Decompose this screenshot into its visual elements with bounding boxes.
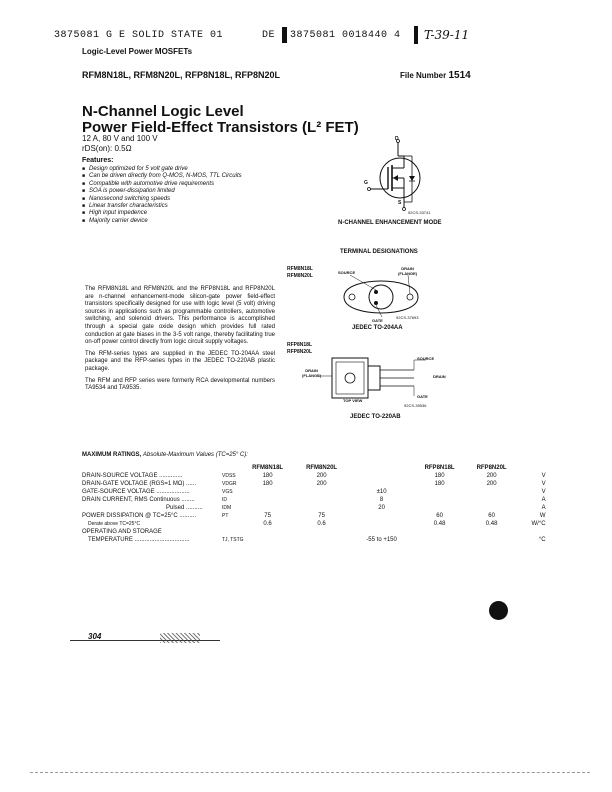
list-item: ■ High input impedence (82, 210, 242, 217)
ratings-cell (412, 528, 468, 536)
to204-drain-text: DRAIN (401, 266, 414, 271)
to220-drain-label: DRAIN (433, 374, 446, 379)
ratings-cell: 75 (318, 513, 325, 519)
table-row (82, 504, 546, 512)
ratings-cell (468, 504, 516, 512)
ratings-cell (292, 504, 352, 512)
to204-part-1: RFM8N18L (287, 266, 313, 272)
ratings-row-label: DRAIN-GATE VOLTAGE (RGS=1 MΩ) ...... (82, 481, 196, 487)
punch-hole-mark (489, 601, 508, 620)
ratings-cell (244, 496, 292, 504)
ratings-row-symbol: VDGR (222, 481, 237, 487)
ratings-cell: 200 (486, 473, 497, 479)
page-number: 304 (88, 632, 102, 641)
ratings-cell (292, 536, 352, 544)
ratings-row-symbol: PT (222, 513, 229, 519)
table-row (82, 496, 546, 504)
ratings-cell-shared (352, 528, 412, 536)
scan-code-left: 3875081 G E SOLID STATE 01 (54, 30, 224, 41)
table-row (82, 536, 546, 544)
ratings-cell-shared (352, 472, 412, 480)
to220-flange-text: (FLANGE) (302, 373, 322, 378)
mosfet-symbol-diagram (360, 134, 450, 216)
scan-bottom-rule (30, 772, 590, 773)
ratings-cell-shared: 8 (379, 497, 384, 503)
ratings-unit (516, 528, 546, 536)
to204-caption: JEDEC TO-204AA (352, 325, 403, 331)
ratings-header-row (82, 464, 546, 472)
ratings-cell-shared: -55 to +150 (366, 537, 397, 543)
list-item: ■ SOA is power-dissipation limited (82, 188, 242, 195)
ratings-row-label: POWER DISSIPATION @ TC=25°C .......... (82, 513, 197, 519)
ratings-cell-shared (352, 520, 412, 528)
ratings-unit: W (539, 513, 546, 519)
list-item: ■ Design optimized for 5 volt gate drive (82, 166, 242, 173)
symbol-caption: N-CHANNEL ENHANCEMENT MODE (338, 220, 442, 226)
ratings-unit: V (541, 489, 546, 495)
column-header: RFM8N20L (306, 465, 338, 471)
ratings-cell (412, 536, 468, 544)
table-row (82, 472, 546, 480)
to204-code: 92CS-37693 (396, 315, 419, 320)
ratings-row-label: TEMPERATURE ................................. (88, 537, 190, 543)
ratings-row-symbol (222, 520, 244, 528)
ratings-table (82, 464, 546, 544)
table-row (82, 528, 546, 536)
features-heading: Features: (82, 157, 114, 164)
ratings-title-condition: Absolute-Maximum Values (TC=25° C): (142, 452, 248, 458)
ratings-unit: A (541, 497, 546, 503)
ratings-cell: 200 (316, 473, 327, 479)
list-item: ■ Can be driven directly from Q-MOS, N-MOS, TTL Circuits (82, 173, 242, 180)
ratings-row-label: OPERATING AND STORAGE (82, 529, 162, 535)
pin-s-label: S (398, 200, 402, 206)
scan-bar-mark (282, 27, 287, 43)
ratings-cell-shared (352, 480, 412, 488)
ratings-cell: 180 (262, 473, 273, 479)
ratings-row-label: Pulsed .......... (166, 505, 203, 511)
ratings-cell: 0.6 (317, 521, 326, 527)
spec-summary (82, 134, 158, 154)
ratings-cell (244, 504, 292, 512)
ratings-cell (468, 536, 516, 544)
ratings-cell-shared (352, 512, 412, 520)
column-header: RFP8N18L (424, 465, 455, 471)
to220-part-2: RFP8N20L (287, 349, 313, 355)
ratings-title-main: MAXIMUM RATINGS, (82, 452, 142, 458)
ratings-row-label: Derate above TC=25°C (88, 521, 141, 527)
ratings-row-label: DRAIN CURRENT, RMS Continuous ........ (82, 497, 195, 503)
page-title (82, 104, 359, 136)
ratings-cell: 75 (264, 513, 271, 519)
ratings-row-symbol: VDSS (222, 473, 236, 479)
list-item: ■ Nanosecond switching speeds (82, 196, 242, 203)
ratings-cell (244, 488, 292, 496)
ratings-row-symbol: VGS (222, 489, 233, 495)
ratings-cell: 0.48 (485, 521, 498, 527)
ratings-cell: 60 (488, 513, 495, 519)
scan-code-right: 3875081 0018440 4 (290, 30, 401, 41)
to220-drain-flange-text: DRAIN (305, 368, 318, 373)
part-numbers: RFM8N18L, RFM8N20L, RFP8N18L, RFP8N20L (82, 70, 281, 80)
ratings-cell: 0.48 (433, 521, 446, 527)
symbol-code: 92CS-33741 (408, 210, 431, 215)
terminal-heading: TERMINAL DESIGNATIONS (340, 249, 418, 255)
ratings-body (82, 472, 546, 544)
table-row (82, 488, 546, 496)
description (85, 286, 275, 397)
scan-noise-mark (160, 633, 200, 643)
list-item: ■ Compatible with automotive drive requirements (82, 181, 242, 188)
to204-gate-label: GATE (372, 318, 383, 323)
ratings-row-label: GATE-SOURCE VOLTAGE .................... (82, 489, 190, 495)
to204-source-label: SOURCE (338, 270, 356, 275)
file-number-value: 1514 (448, 70, 471, 81)
features-list (82, 166, 242, 225)
ratings-cell (468, 488, 516, 496)
ratings-unit: V (541, 473, 546, 479)
to220-drain-flange-label (302, 368, 321, 378)
ratings-unit: W/°C (531, 521, 546, 527)
to220-caption: JEDEC TO-220AB (350, 414, 401, 420)
ratings-cell (412, 488, 468, 496)
ratings-row-label: DRAIN-SOURCE VOLTAGE .............. (82, 473, 183, 479)
handwritten-code: T-39-11 (424, 28, 470, 42)
ratings-cell (468, 528, 516, 536)
ratings-title (82, 452, 248, 458)
ratings-row-symbol: ID (222, 497, 227, 503)
to204-flange-text: (FLANGE) (398, 271, 418, 276)
description-paragraph-1: The RFM8N18L and RFM8N20L and the RFP8N18L and RFP8N20L are n-channel enhancement-mode silicon-gate power field-effect transistors specifically designed for use with logic level (5 volt) driving sources in applications such as programmable controllers, automotive switching, and solenoid drivers. This performance is accomplished through a special gate oxide design which provides full rated conduction at gate biases in the 3-5 volt range, thereby facilitating true on-off power control directly from logic circuit supply voltages. (85, 286, 275, 346)
list-item: ■ Linear transfer characteristics (82, 203, 242, 210)
table-row (82, 520, 546, 528)
ratings-row-symbol (222, 528, 244, 536)
to220-source-label: SOURCE (417, 356, 435, 361)
ratings-row-symbol: IDM (222, 505, 232, 511)
ratings-cell (412, 504, 468, 512)
table-row (82, 512, 546, 520)
table-row (82, 480, 546, 488)
to220-gate-label: GATE (417, 394, 428, 399)
spec-rating: 12 A, 80 V and 100 V (82, 134, 158, 143)
ratings-unit: V (541, 481, 546, 487)
ratings-cell: 200 (316, 481, 327, 487)
ratings-cell: 200 (486, 481, 497, 487)
ratings-unit: A (541, 505, 546, 511)
ratings-cell (292, 528, 352, 536)
ratings-cell: 0.6 (263, 521, 272, 527)
ratings-cell: 180 (434, 481, 445, 487)
to220-parts (287, 342, 312, 356)
spec-rds: rDS(on): 0.5Ω (82, 144, 132, 153)
to220-top-view-label: TOP VIEW (343, 398, 363, 403)
file-number-label: File Number (400, 71, 447, 80)
ratings-cell: 60 (436, 513, 443, 519)
pin-d-label: D (395, 136, 399, 142)
ratings-cell: 180 (434, 473, 445, 479)
ratings-cell (412, 496, 468, 504)
ratings-cell: 180 (262, 481, 273, 487)
ratings-cell (244, 536, 292, 544)
pin-g-label: G (364, 180, 368, 186)
to204-part-2: RFM8N20L (287, 273, 313, 279)
ratings-cell-shared: ±10 (376, 489, 387, 495)
ratings-cell-shared: 20 (378, 505, 385, 511)
description-paragraph-3: The RFM and RFP series were formerly RCA developmental numbers TA9534 and TA9535. (85, 377, 275, 392)
to220-part-1: RFP8N18L (287, 342, 313, 348)
scan-de-mark: DE (262, 30, 276, 41)
column-header: RFP8N20L (476, 465, 507, 471)
file-number (400, 70, 471, 81)
title-line-2: Power Field-Effect Transistors (L² FET) (82, 119, 359, 136)
title-line-1: N-Channel Logic Level (82, 103, 244, 120)
ratings-unit: °C (538, 537, 546, 543)
to204-parts (287, 266, 313, 280)
description-paragraph-2: The RFM-series types are supplied in the JEDEC TO-204AA steel package and the RFP-series types in the JEDEC TO-220AB plastic package. (85, 350, 275, 372)
ratings-cell (468, 496, 516, 504)
ratings-cell (292, 496, 352, 504)
to220-code: 92CS-39536 (404, 403, 427, 408)
ratings-row-symbol: TJ, TSTG (222, 537, 244, 543)
scan-bar-mark-2 (414, 26, 418, 44)
list-item: ■ Majority carrier device (82, 218, 242, 225)
column-header: RFM8N18L (252, 465, 284, 471)
ratings-cell (244, 528, 292, 536)
section-subtitle: Logic-Level Power MOSFETs (82, 47, 193, 56)
ratings-cell (292, 488, 352, 496)
